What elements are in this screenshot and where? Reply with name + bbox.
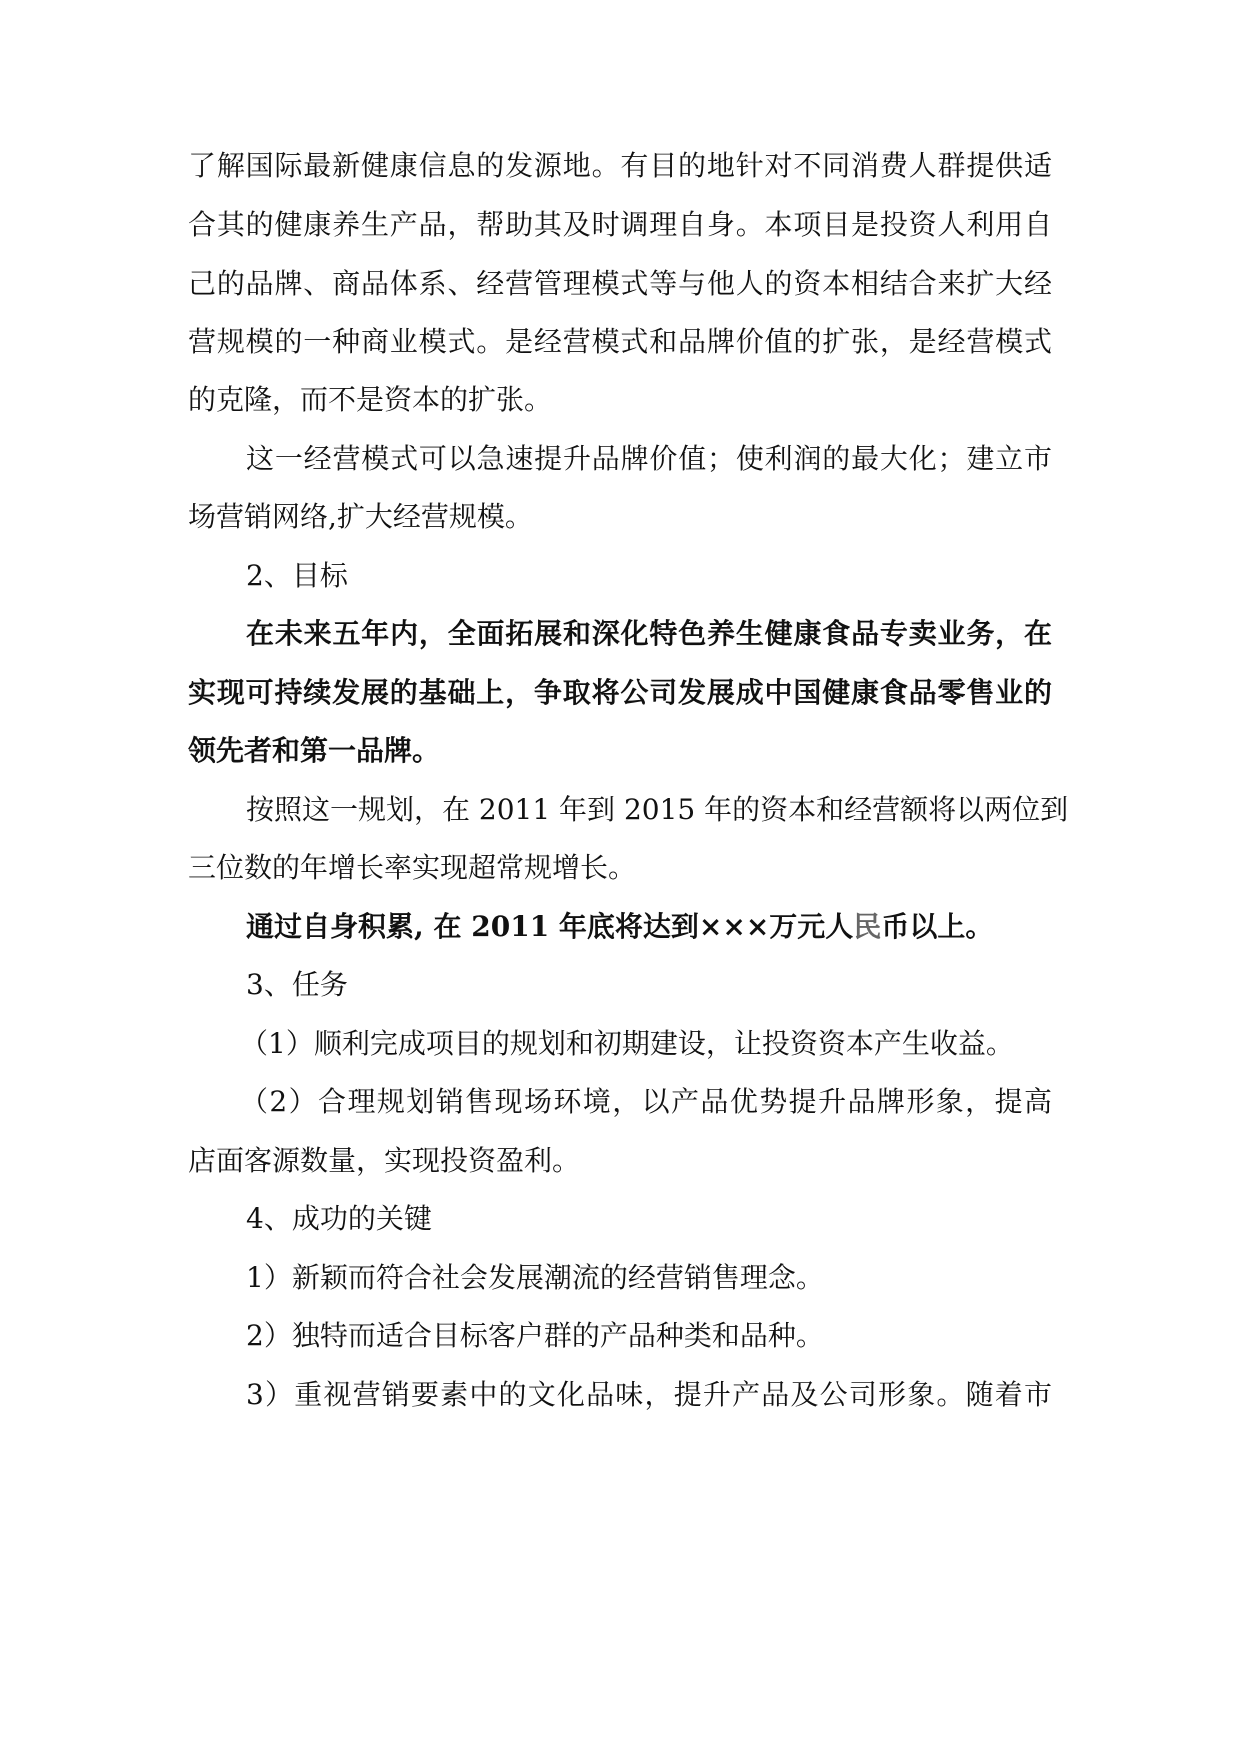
bold-text-segment-grey: 民 xyxy=(853,910,882,943)
body-text-line: 营规模的一种商业模式。是经营模式和品牌价值的扩张，是经营模式 xyxy=(188,325,1052,358)
body-text-line: 合其的健康养生产品，帮助其及时调理自身。本项目是投资人利用自 xyxy=(188,208,1052,241)
body-text-line: 三位数的年增长率实现超常规增长。 xyxy=(188,851,637,884)
section-heading-goal: 2、目标 xyxy=(246,559,348,592)
section-heading-keys: 4、成功的关键 xyxy=(246,1202,432,1235)
list-item: 2）独特而适合目标客户群的产品种类和品种。 xyxy=(246,1319,824,1352)
bold-text-line: 领先者和第一品牌。 xyxy=(188,734,441,767)
bold-text-line: 实现可持续发展的基础上，争取将公司发展成中国健康食品零售业的 xyxy=(188,676,1052,709)
body-text-line: 这一经营模式可以急速提升品牌价值；使利润的最大化；建立市 xyxy=(246,442,1052,475)
bold-text-segment: 通过自身积累, 在 2011 年底将达到×××万元人 xyxy=(246,910,854,943)
body-text-line: 的克隆，而不是资本的扩张。 xyxy=(188,383,553,416)
list-item: （2）合理规划销售现场环境，以产品优势提升品牌形象，提高 xyxy=(240,1085,1052,1118)
body-text-line: 了解国际最新健康信息的发源地。有目的地针对不同消费人群提供适 xyxy=(188,149,1052,182)
list-item: 1）新颖而符合社会发展潮流的经营销售理念。 xyxy=(246,1261,824,1294)
body-text-line: 己的品牌、商品体系、经营管理模式等与他人的资本相结合来扩大经 xyxy=(188,267,1052,300)
bold-text-line: 在未来五年内，全面拓展和深化特色养生健康食品专卖业务，在 xyxy=(246,617,1052,650)
body-text-line: 店面客源数量，实现投资盈利。 xyxy=(188,1144,581,1177)
list-item: 3）重视营销要素中的文化品味，提升产品及公司形象。随着市 xyxy=(246,1378,1052,1411)
body-text-line: 场营销网络,扩大经营规模。 xyxy=(188,500,533,533)
list-item: （1）顺利完成项目的规划和初期建设，让投资资本产生收益。 xyxy=(240,1027,1014,1060)
bold-text-line xyxy=(246,907,993,947)
section-heading-task: 3、任务 xyxy=(246,968,348,1001)
bold-text-segment: 币以上。 xyxy=(881,910,994,943)
body-text-line: 按照这一规划，在 2011 年到 2015 年的资本和经营额将以两位到 xyxy=(246,793,1069,826)
